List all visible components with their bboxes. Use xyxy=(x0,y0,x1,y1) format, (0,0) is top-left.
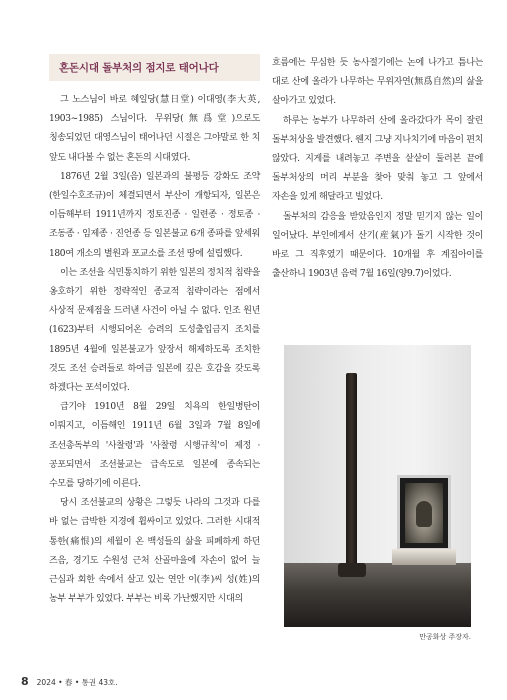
photo-table xyxy=(284,563,471,627)
left-column xyxy=(49,54,260,609)
frame-stand xyxy=(392,549,456,565)
body-paragraph: 하루는 농부가 나무하러 산에 올라갔다가 목이 잘린 돌부처상을 발견했다. 웬지 그냥 지나치기에 마음이 편치 않았다. 지게를 내려놓고 주변을 샅샅이 둘러본 끝에 돌부처상의 머리 부분을 찾아 맞춰 놓고 그 앞에서 자손을 있게 해달라고 빌었다. xyxy=(272,115,483,203)
page-number: 8 xyxy=(21,675,29,688)
staff-photo xyxy=(284,345,471,627)
buddha-image xyxy=(405,483,443,543)
wooden-staff xyxy=(346,373,357,573)
photo-figure xyxy=(284,345,471,642)
body-paragraph: 흐름에는 무심한 듯 농사절기에는 논에 나가고 틈나는 대로 산에 올라가 나무하는 무위자연(無爲自然)의 삶을 살아가고 있었다. xyxy=(272,58,483,107)
staff-base xyxy=(338,563,366,577)
right-column xyxy=(272,54,483,284)
body-paragraph: 돌부처의 감응을 받았음인지 정말 믿기지 않는 일이 일어났다. 부인에게서 산기(産氣)가 돌기 시작한 것이 바로 그 직후였기 때문이다. 10개월 후 계집아이를 출산하니 1903년 음력 7월 16일(양9.7)이었다. xyxy=(272,211,483,280)
body-paragraph: 1876년 2월 3일(음) 일본과의 불평등 강화도 조약(한일수호조규)이 체결되면서 부산이 개항되자, 일본은 이듬해부터 1911년까지 정토진종 · 일련종 · 정토종 · 조동종 · 임제종 · 진언종 등 일본불교 6개 종파를 앞세워 180여 개소의 별원과 포교소를 조선 땅에 설립했다. xyxy=(49,171,260,259)
body-paragraph: 그 노스님이 바로 혜일당(慧日堂) 이대영(李大英, 1903~1985) 스님이다. 무위당(無爲堂)으로도 칭송되었던 대영스님이 태어나던 시절은 그야말로 한 치 앞도 내다볼 수 없는 혼돈의 시대였다. xyxy=(49,95,260,163)
body-paragraph: 이는 조선을 식민통치하기 위한 일본의 정치적 침략을 옹호하기 위한 정략적인 종교적 침략이라는 점에서 사상적 문제점을 드러낸 사건이 아닐 수 없다. 인조 원년(1623)부터 시행되어온 승려의 도성출입금지 조치를 1895년 4월에 일본불교가 앞장서 해제하도록 조치한 것도 조선 승려들로 하여금 일본에 깊은 호감을 갖도록 하겠다는 포석이었다. xyxy=(49,267,260,394)
buddha-figure xyxy=(416,501,432,527)
page-footer xyxy=(21,675,118,688)
section-heading: 혼돈시대 돌부처의 점지로 태어나다 xyxy=(49,54,260,81)
body-paragraph: 급기야 1910년 8월 29일 치욕의 한일병탄이 이뤄지고, 이듬해인 1911년 6월 3일과 7월 8일에 조선총독부의 '사찰령'과 '사찰령 시행규칙'이 제정 · 공포되면서 조선불교는 급속도로 일본에 종속되는 수모를 당하기에 이른다. xyxy=(49,402,260,490)
body-paragraph: 당시 조선불교의 상황은 그렇듯 나라의 그것과 다를 바 없는 급박한 지경에 휩싸이고 있었다. 그러한 시대적 통한(痛恨)의 세월이 온 백성들의 삶을 피폐하게 하던 즈음, 경기도 수원성 근처 산골마을에 자손이 없어 늘 근심과 회한 속에서 살고 있는 연안 이(李)씨 성(姓)의 농부 부부가 있었다. 부부는 비록 가난했지만 시대의 xyxy=(49,498,260,605)
photo-caption: 만공화상 주장자. xyxy=(419,633,471,641)
buddha-frame xyxy=(397,475,451,551)
issue-label: 2024 • 春 • 통권 43호. xyxy=(36,678,118,687)
